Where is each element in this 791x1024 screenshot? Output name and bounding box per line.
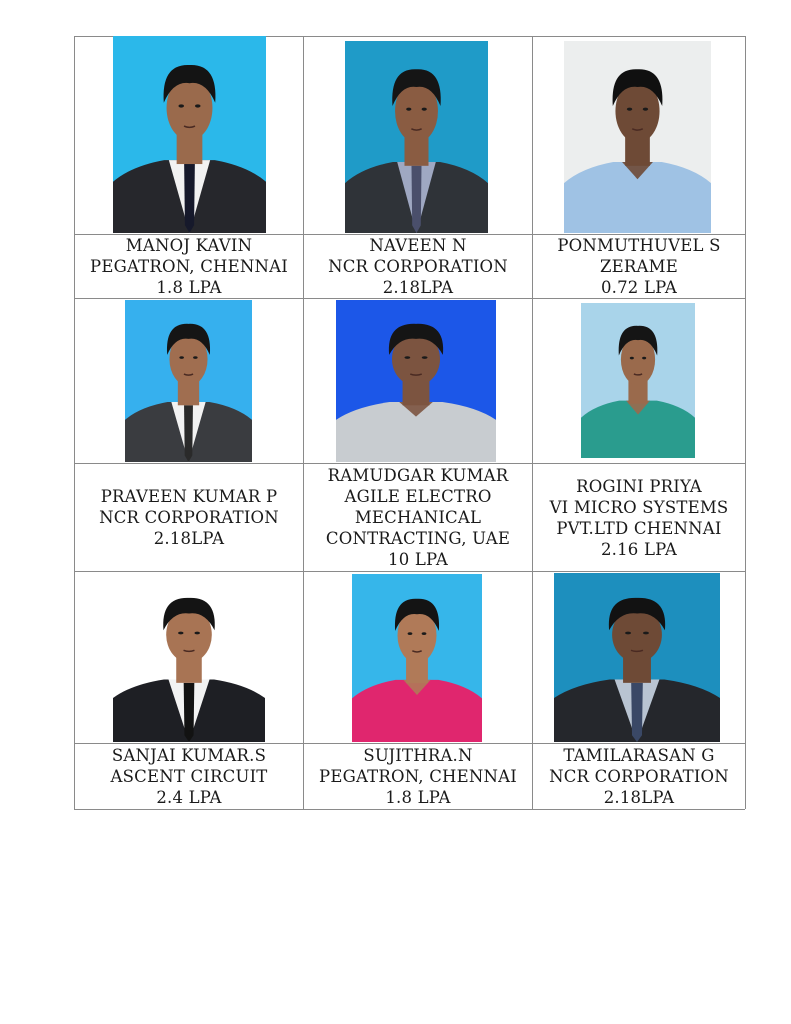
- company-name: ZERAME: [600, 257, 678, 276]
- student-name: RAMUDGAR KUMAR: [327, 466, 509, 485]
- student-photo: [125, 300, 252, 462]
- student-name: MANOJ KAVIN: [125, 236, 253, 255]
- student-name: SANJAI KUMAR.S: [111, 746, 267, 765]
- student-photo: [581, 303, 695, 458]
- company-name: PVT.LTD CHENNAI: [556, 518, 722, 538]
- placement-table: [74, 36, 745, 809]
- salary-package: 2.16 LPA: [600, 539, 678, 559]
- company-name: NCR CORPORATION: [549, 767, 729, 786]
- company-name: ASCENT CIRCUIT: [110, 767, 268, 786]
- student-caption: [533, 235, 745, 298]
- student-caption: [75, 464, 303, 571]
- salary-package: 2.18LPA: [382, 278, 454, 297]
- student-caption: [75, 235, 303, 298]
- company-name: CONTRACTING, UAE: [325, 529, 511, 548]
- table-rule: [303, 36, 304, 809]
- student-name: ROGINI PRIYA: [576, 476, 702, 496]
- table-rule: [74, 36, 75, 809]
- company-name: NCR CORPORATION: [328, 257, 508, 276]
- student-name: PRAVEEN KUMAR P: [100, 487, 278, 506]
- table-rule: [745, 36, 746, 809]
- company-name: NCR CORPORATION: [99, 508, 279, 527]
- table-rule: [74, 809, 745, 810]
- company-name: AGILE ELECTRO: [344, 487, 492, 506]
- company-name: MECHANICAL: [354, 508, 482, 527]
- salary-package: 1.8 LPA: [156, 278, 222, 297]
- student-caption: [533, 464, 745, 571]
- student-photo: [113, 573, 265, 742]
- table-rule: [74, 298, 745, 299]
- student-name: NAVEEN N: [369, 236, 467, 255]
- salary-package: 1.8 LPA: [385, 788, 451, 807]
- salary-package: 2.18LPA: [603, 788, 675, 807]
- student-caption: [304, 235, 532, 298]
- student-name: SUJITHRA.N: [363, 746, 473, 765]
- student-caption: [533, 744, 745, 809]
- company-name: PEGATRON, CHENNAI: [319, 767, 517, 786]
- salary-package: 0.72 LPA: [600, 278, 678, 297]
- company-name: PEGATRON, CHENNAI: [90, 257, 288, 276]
- company-name: VI MICRO SYSTEMS: [549, 497, 729, 517]
- table-rule: [74, 571, 745, 572]
- salary-package: 2.18LPA: [153, 529, 225, 548]
- student-caption: [304, 744, 532, 809]
- student-photo: [113, 36, 266, 233]
- student-name: PONMUTHUVEL S: [557, 236, 721, 255]
- salary-package: 2.4 LPA: [156, 788, 222, 807]
- student-caption: [304, 464, 532, 571]
- student-name: TAMILARASAN G: [563, 746, 715, 765]
- student-photo: [564, 41, 711, 233]
- student-photo: [345, 41, 488, 233]
- student-caption: [75, 744, 303, 809]
- student-photo: [336, 300, 496, 462]
- salary-package: 10 LPA: [388, 550, 448, 569]
- student-photo: [352, 574, 482, 742]
- student-photo: [554, 573, 720, 742]
- table-rule: [532, 36, 533, 809]
